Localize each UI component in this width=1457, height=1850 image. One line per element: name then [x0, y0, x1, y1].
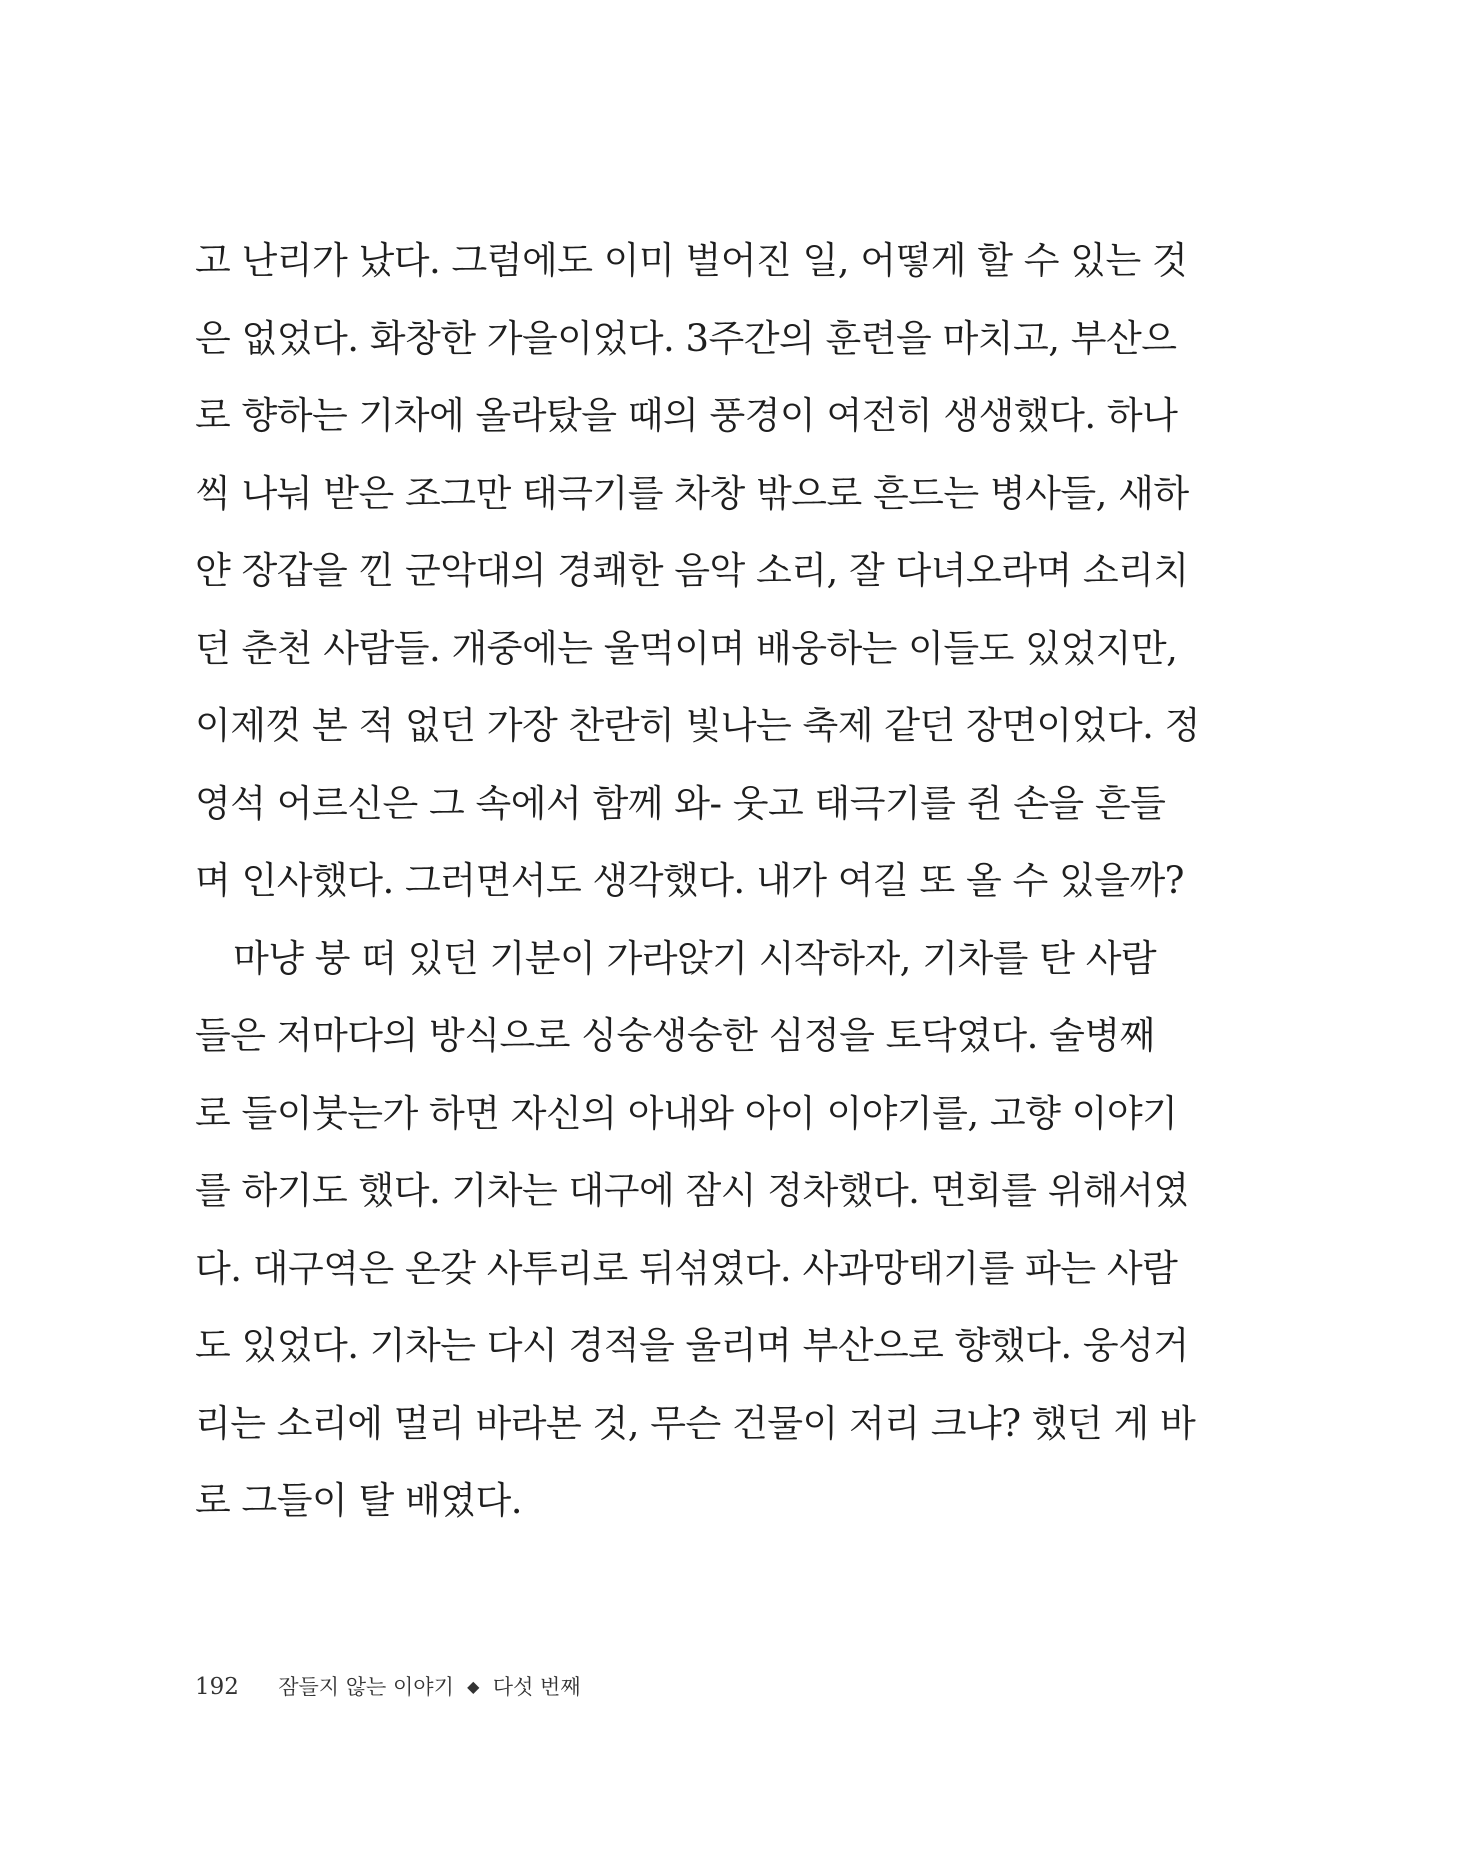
text-line: 이제껏 본 적 없던 가장 찬란히 빛나는 축제 같던 장면이었다. 정	[195, 704, 1200, 747]
text-line: 로 그들이 탈 배였다.	[195, 1479, 522, 1522]
text-line: 영석 어르신은 그 속에서 함께 와- 웃고 태극기를 쥔 손을 흔들	[195, 781, 1166, 825]
diamond-separator-icon: ◆	[467, 1677, 480, 1696]
text-line: 던 춘천 사람들. 개중에는 울먹이며 배웅하는 이들도 있었지만,	[195, 626, 1178, 670]
text-line: 로 들이붓는가 하면 자신의 아내와 아이 이야기를, 고향 이야기	[195, 1091, 1178, 1135]
book-title: 잠들지 않는 이야기	[278, 1675, 454, 1699]
text-line: 로 향하는 기차에 올라탔을 때의 풍경이 여전히 생생했다. 하나	[195, 394, 1178, 437]
text-line: 리는 소리에 멀리 바라본 것, 무슨 건물이 저리 크냐? 했던 게 바	[195, 1401, 1196, 1445]
paragraph-start-line: 마냥 붕 떠 있던 기분이 가라앉기 시작하자, 기차를 탄 사람	[233, 936, 1157, 980]
text-line: 은 없었다. 화창한 가을이었다. 3주간의 훈련을 마치고, 부산으	[195, 316, 1177, 360]
text-line: 고 난리가 났다. 그럼에도 이미 벌어진 일, 어떻게 할 수 있는 것	[195, 239, 1188, 282]
text-line: 다. 대구역은 온갖 사투리로 뒤섞였다. 사과망태기를 파는 사람	[195, 1246, 1178, 1290]
text-line: 를 하기도 했다. 기차는 대구에 잠시 정차했다. 면회를 위해서였	[195, 1169, 1189, 1212]
text-line: 며 인사했다. 그러면서도 생각했다. 내가 여길 또 올 수 있을까?	[195, 859, 1185, 902]
chapter-label: 다섯 번째	[492, 1675, 581, 1699]
page-number: 192	[195, 1674, 239, 1700]
text-line: 들은 저마다의 방식으로 싱숭생숭한 심정을 토닥였다. 술병째	[195, 1014, 1155, 1057]
body-text	[195, 222, 1200, 1540]
text-line: 도 있었다. 기차는 다시 경적을 울리며 부산으로 향했다. 웅성거	[195, 1324, 1189, 1367]
text-line: 얀 장갑을 낀 군악대의 경쾌한 음악 소리, 잘 다녀오라며 소리치	[195, 549, 1189, 592]
page-footer	[195, 1672, 581, 1702]
text-line: 씩 나눠 받은 조그만 태극기를 차창 밖으로 흔드는 병사들, 새하	[195, 471, 1189, 515]
